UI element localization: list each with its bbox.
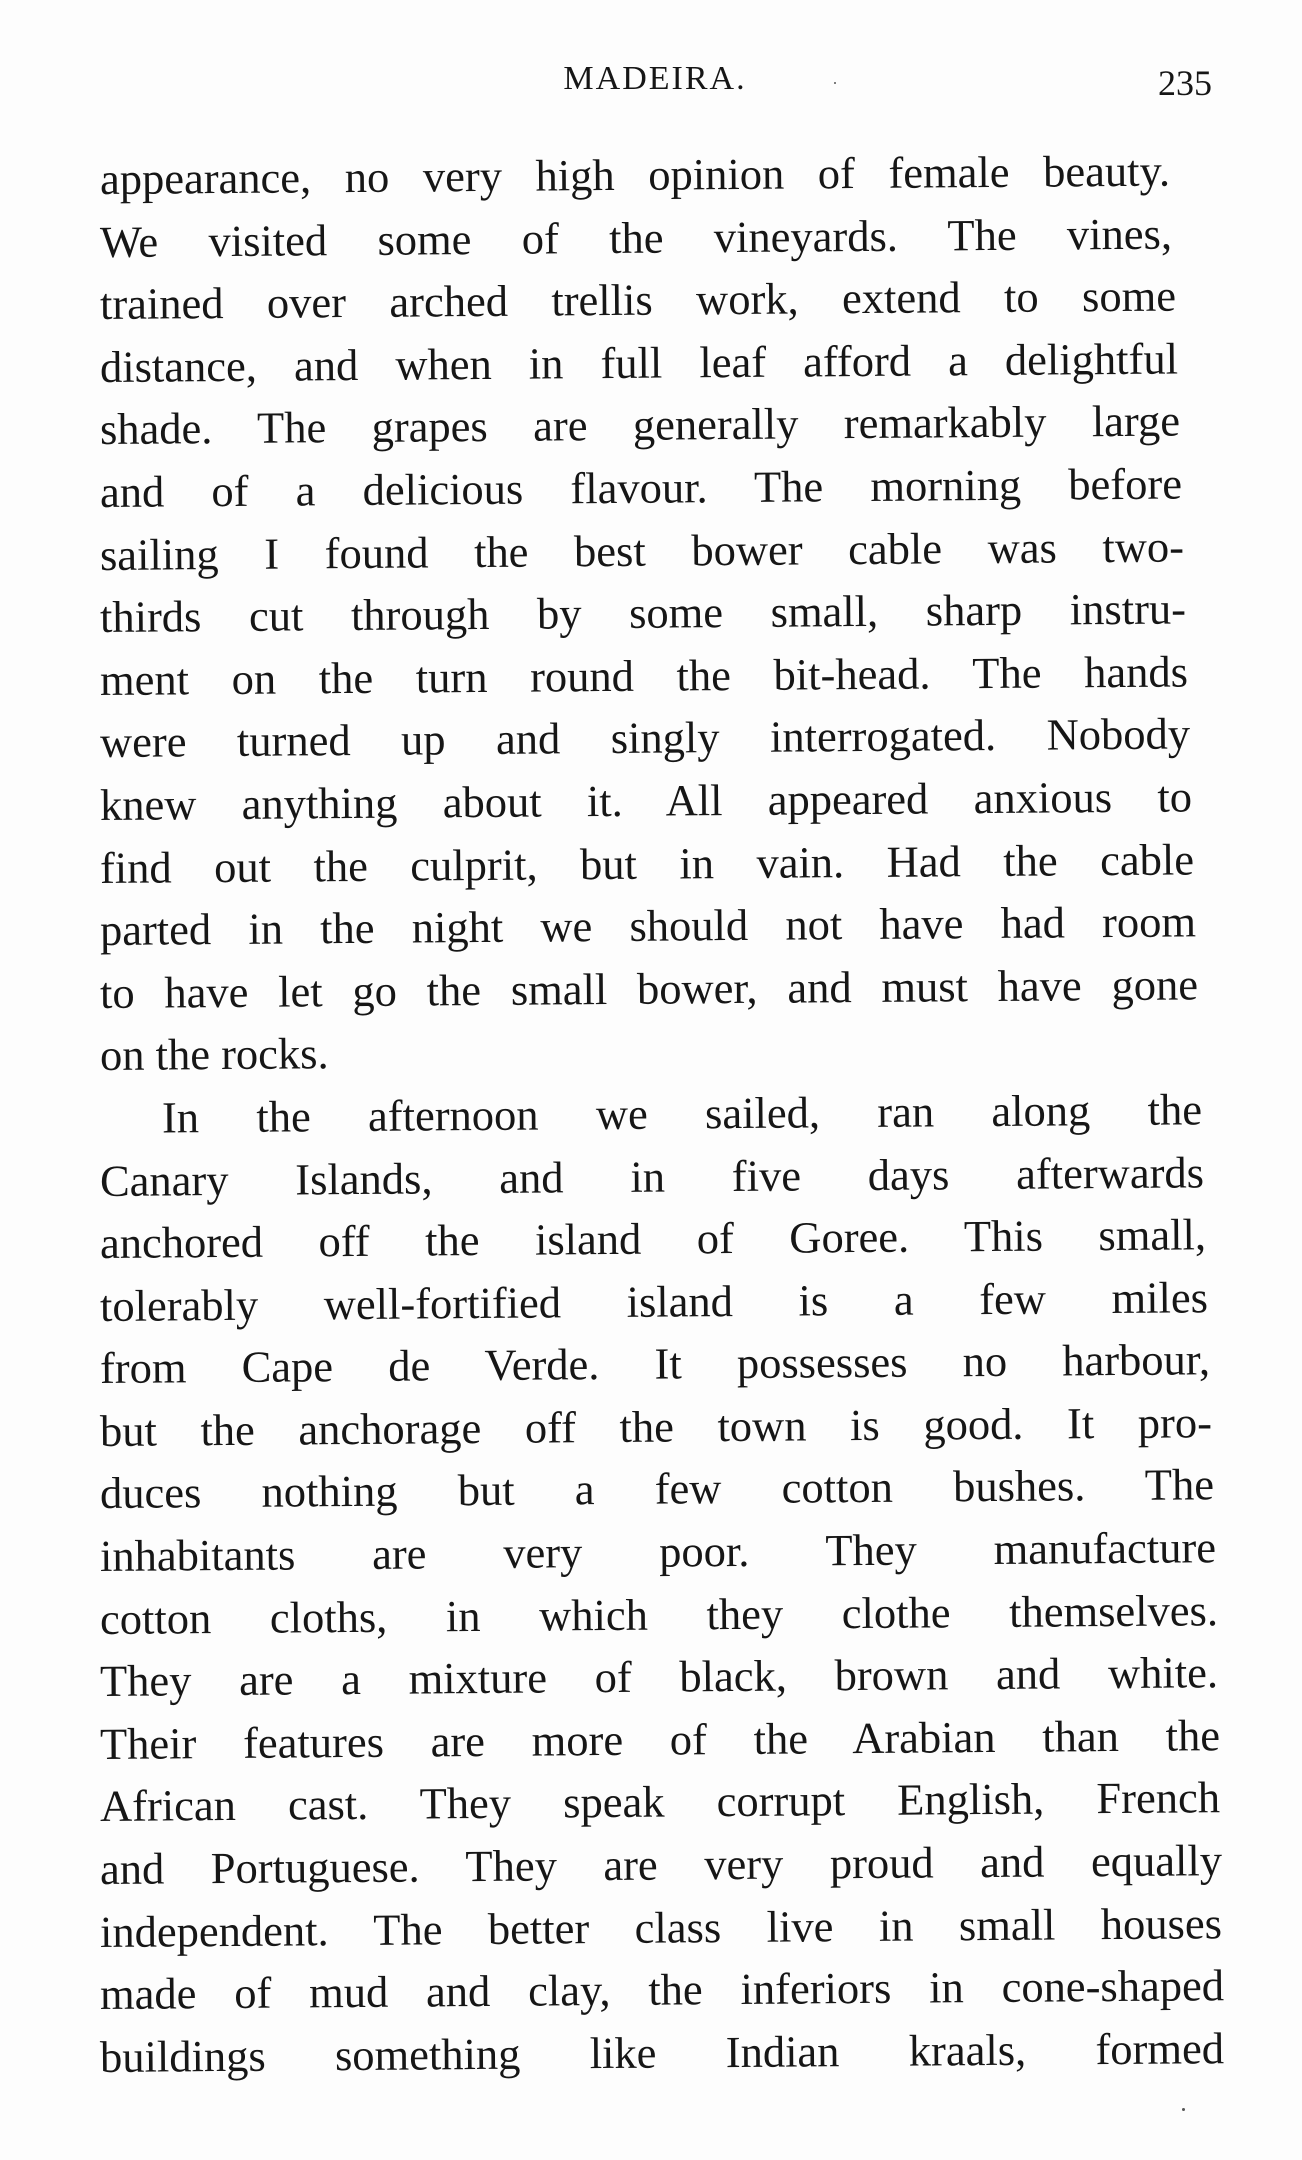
text-line: to have let go the small bower, and must have gone xyxy=(99,959,1199,1018)
text-line: shade. The grapes are generally remarkably large xyxy=(99,395,1181,455)
text-line: duces nothing but a few cotton bushes. The xyxy=(99,1459,1215,1519)
paper-speck xyxy=(1182,2108,1185,2111)
text-line: They are a mixture of black, brown and white. xyxy=(99,1647,1219,1707)
text-line: Canary Islands, and in five days afterwards xyxy=(99,1146,1205,1206)
text-line: anchored off the island of Goree. This small, xyxy=(99,1209,1207,1269)
paragraph xyxy=(99,1084,1252,2089)
text-line: sailing I found the best bower cable was two- xyxy=(99,521,1185,580)
text-line: and of a delicious flavour. The morning before xyxy=(99,458,1183,517)
text-line: made of mud and clay, the inferiors in cone-shaped xyxy=(99,1960,1225,2020)
running-head xyxy=(98,52,1212,112)
text-line: cotton cloths, in which they clothe themselves. xyxy=(99,1584,1219,1644)
paper-speck xyxy=(834,82,836,84)
text-line: trained over arched trellis work, extend to some xyxy=(99,270,1177,330)
text-line: ment on the turn round the bit-head. The hands xyxy=(99,646,1189,705)
text-line: from Cape de Verde. It possesses no harbour, xyxy=(99,1334,1211,1394)
paragraph xyxy=(99,145,1252,1087)
text-line: thirds cut through by some small, sharp instru- xyxy=(99,583,1187,643)
text-line: but the anchorage off the town is good. It pro- xyxy=(99,1397,1213,1456)
page-number: 235 xyxy=(1158,63,1212,103)
text-line: In the afternoon we sailed, ran along the xyxy=(161,1084,1203,1143)
body-text xyxy=(99,145,1252,2088)
text-line: African cast. They speak corrupt English, French xyxy=(99,1772,1221,1832)
text-line: and Portuguese. They are very proud and equally xyxy=(99,1835,1223,1895)
text-line: on the rocks. xyxy=(99,1028,329,1081)
text-line: independent. The better class live in small houses xyxy=(99,1897,1223,1957)
text-line: find out the culprit, but in vain. Had the cable xyxy=(99,833,1195,893)
text-line: inhabitants are very poor. They manufacture xyxy=(99,1522,1217,1582)
text-line: tolerably well-fortified island is a few miles xyxy=(99,1271,1209,1331)
text-line: buildings something like Indian kraals, formed xyxy=(99,2022,1225,2082)
text-line: distance, and when in full leaf afford a delightful xyxy=(99,333,1179,392)
text-line: were turned up and singly interrogated. Nobody xyxy=(99,708,1191,768)
text-line: parted in the night we should not have had room xyxy=(99,896,1197,956)
text-line: knew anything about it. All appeared anxious to xyxy=(99,771,1193,830)
text-line: Their features are more of the Arabian than the xyxy=(99,1710,1221,1769)
text-line: We visited some of the vineyards. The vines, xyxy=(99,208,1173,267)
text-line: appearance, no very high opinion of female beauty. xyxy=(99,145,1171,204)
running-title: MADEIRA. xyxy=(563,60,747,97)
